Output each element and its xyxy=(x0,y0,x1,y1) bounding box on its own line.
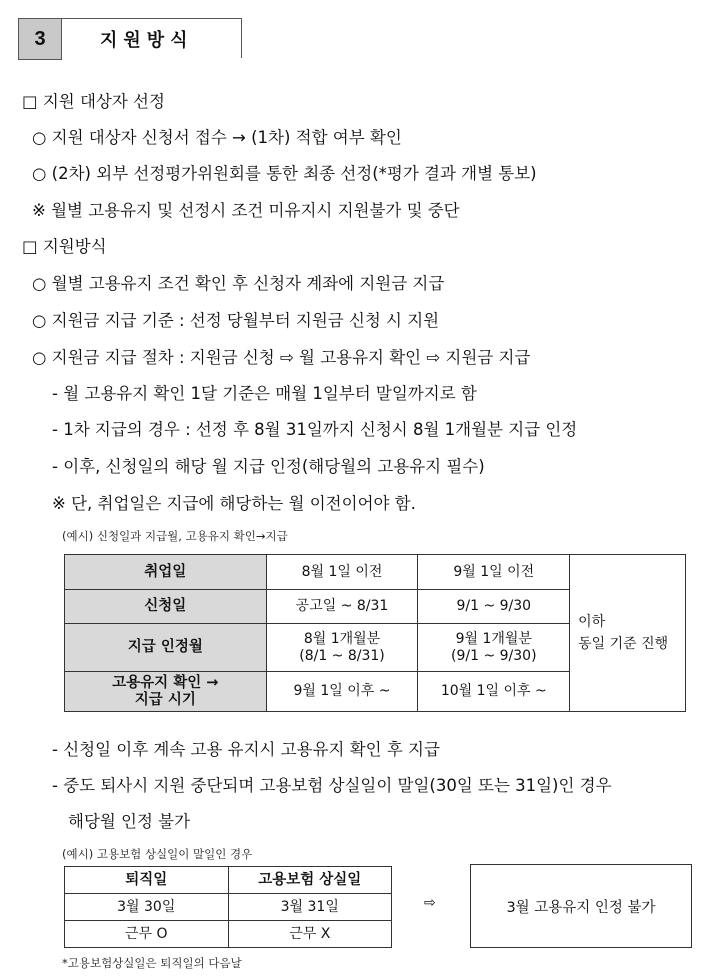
row-label-application: 신청일 xyxy=(65,590,267,624)
row-label-payment-timing xyxy=(65,672,267,712)
resignation-table xyxy=(64,866,392,948)
bullet-payment-procedure: ○ 지원금 지급 절차 : 지원금 신청 ⇨ 월 고용유지 확인 ⇨ 지원금 지급 xyxy=(32,348,531,367)
example1-caption: (예시) 신청일과 지급월, 고용유지 확인→지급 xyxy=(62,529,288,543)
table-row xyxy=(65,867,392,894)
sub-mid-resignation-cont: 해당월 인정 불가 xyxy=(68,812,191,831)
sub-after-payment: - 이후, 신청일의 해당 월 지급 인정(해당월의 고용유지 필수) xyxy=(52,457,485,476)
sub-monthly-standard: - 월 고용유지 확인 1달 기준은 매월 1일부터 말일까지로 함 xyxy=(52,384,477,403)
bullet-application-intake: ○ 지원 대상자 신청서 접수 → (1차) 적합 여부 확인 xyxy=(32,128,402,147)
side-note-line2: 동일 기준 진행 xyxy=(578,636,669,652)
bullet-payment: ○ 월별 고용유지 조건 확인 후 신청자 계좌에 지원금 지급 xyxy=(32,274,445,293)
footnote: *고용보험상실일은 퇴직일의 다음날 xyxy=(62,956,242,970)
table-row xyxy=(65,555,686,590)
table-row xyxy=(65,894,392,921)
side-note xyxy=(570,555,686,712)
side-note-line1: 이하 xyxy=(578,613,606,630)
cell-aug-application: 공고일 ~ 8/31 xyxy=(266,590,418,624)
cell-sep-employment: 9월 1일 이전 xyxy=(418,555,570,590)
cell-work-o: 근무 O xyxy=(65,921,229,948)
row-label-payment-timing-line2: 지급 시기 xyxy=(134,691,196,708)
cell-resignation-date: 3월 30일 xyxy=(65,894,229,921)
cell-aug-approved-line2: (8/1 ~ 8/31) xyxy=(299,647,385,664)
example2-caption: (예시) 고용보험 상실일이 말일인 경우 xyxy=(62,847,253,861)
header-insurance-loss-date: 고용보험 상실일 xyxy=(228,867,392,894)
note-employment-date: ※ 단, 취업일은 지급에 해당하는 월 이전이어야 함. xyxy=(52,494,416,513)
cell-sep-approved xyxy=(418,624,570,672)
row-label-employment: 취업일 xyxy=(65,555,267,590)
result-box: 3월 고용유지 인정 불가 xyxy=(470,864,692,948)
schedule-table xyxy=(64,554,686,712)
sub-first-payment: - 1차 지급의 경우 : 선정 후 8월 31일까지 신청시 8월 1개월분 지급 인정 xyxy=(52,420,578,439)
bullet-final-selection: ○ (2차) 외부 선정평가위원회를 통한 최종 선정(*평가 결과 개별 통보) xyxy=(32,164,537,183)
cell-sep-approved-line2: (9/1 ~ 9/30) xyxy=(451,647,537,664)
heading-support-method: □ 지원방식 xyxy=(22,237,107,256)
cell-aug-approved xyxy=(266,624,418,672)
cell-aug-approved-line1: 8월 1개월분 xyxy=(303,631,381,648)
bullet-payment-criteria: ○ 지원금 지급 기준 : 선정 당월부터 지원금 신청 시 지원 xyxy=(32,311,440,330)
cell-aug-timing: 9월 1일 이후 ~ xyxy=(266,672,418,712)
table-row xyxy=(65,921,392,948)
heading-target-selection: □ 지원 대상자 선정 xyxy=(22,92,165,111)
right-arrow-icon: ⇨ xyxy=(424,895,436,911)
cell-aug-employment: 8월 1일 이전 xyxy=(266,555,418,590)
cell-sep-application: 9/1 ~ 9/30 xyxy=(418,590,570,624)
note-monthly-condition: ※ 월별 고용유지 및 선정시 조건 미유지시 지원불가 및 중단 xyxy=(32,201,460,220)
cell-sep-timing: 10월 1일 이후 ~ xyxy=(418,672,570,712)
section-number: 3 xyxy=(18,18,62,60)
row-label-payment-timing-line1: 고용유지 확인 → xyxy=(112,674,219,691)
section-title: 지원방식 xyxy=(62,18,242,58)
cell-insurance-loss-date: 3월 31일 xyxy=(228,894,392,921)
section-header xyxy=(18,18,242,62)
sub-mid-resignation: - 중도 퇴사시 지원 중단되며 고용보험 상실일이 말일(30일 또는 31일)인 경우 xyxy=(52,776,612,795)
cell-work-x: 근무 X xyxy=(228,921,392,948)
cell-sep-approved-line1: 9월 1개월분 xyxy=(455,631,532,648)
row-label-approved-month: 지급 인정월 xyxy=(65,624,267,672)
header-resignation-date: 퇴직일 xyxy=(65,867,229,894)
sub-continued-employment: - 신청일 이후 계속 고용 유지시 고용유지 확인 후 지급 xyxy=(52,740,440,759)
